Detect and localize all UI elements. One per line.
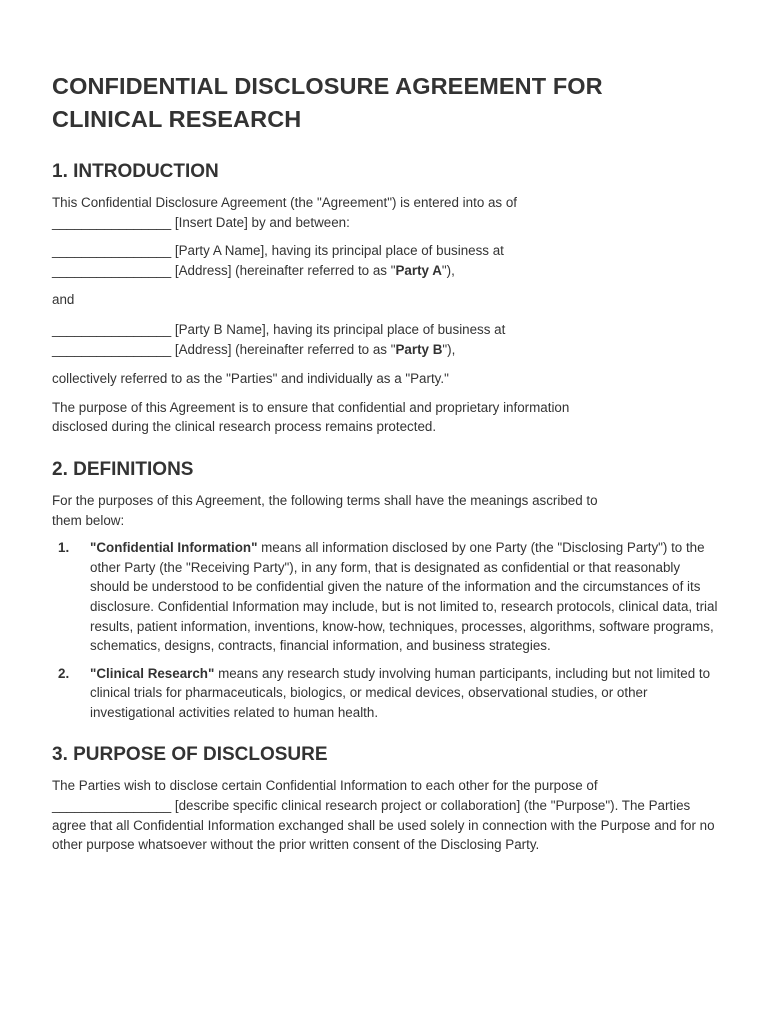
purpose-of-disclosure-paragraph	[52, 776, 718, 854]
project-blank: ________________	[52, 798, 172, 814]
intro-line-2: [Insert Date] by and between:	[171, 214, 350, 230]
party-b-close: "),	[442, 341, 456, 357]
party-b-name-blank: ________________	[52, 321, 172, 337]
definition-number: 2.	[58, 665, 70, 681]
party-b-line-1: [Party B Name], having its principal place of business at	[171, 321, 506, 337]
definition-term: "Confidential Information"	[90, 540, 258, 556]
party-a-paragraph	[52, 241, 718, 280]
purpose-paragraph	[52, 398, 718, 437]
title-line-1: CONFIDENTIAL DISCLOSURE AGREEMENT FOR	[52, 73, 603, 99]
purpose-line-2: disclosed during the clinical research process remains protected.	[52, 419, 437, 435]
definition-item	[52, 664, 718, 723]
section-heading-introduction: 1. INTRODUCTION	[52, 161, 219, 182]
section-heading-definitions: 2. DEFINITIONS	[52, 458, 194, 480]
definition-number: 1.	[58, 540, 70, 556]
definition-text	[90, 664, 718, 723]
purpose-line-1: The purpose of this Agreement is to ensure that confidential and proprietary information	[52, 399, 570, 415]
purpose-disclosure-rest: The Parties agree that all Confidential Information exchanged shall be used solely in connection with the Purpose and for no other purpose whatsoever without the prior written consent of the Disclosing Party.	[52, 798, 715, 853]
party-b-paragraph	[52, 320, 718, 359]
party-a-defined-term: Party A	[395, 262, 442, 278]
purpose-disclosure-line-2: [describe specific clinical research project or collaboration] (the "Purpose").	[171, 798, 619, 814]
definitions-intro	[52, 491, 718, 530]
document-title	[52, 70, 718, 136]
definition-body: means all information disclosed by one Party (the "Disclosing Party") to the other Party (the "Receiving Party"), in any form, that is designated as confidential or that reasonably should be understood to be confidential given the nature of the information and the circumstances of its disclosure. Confidential Information may include, but is not limited to, research protocols, clinical data, trial results, patient information, inventions, know-how, techniques, processes, algorithms, software programs, schematics, designs, contracts, financial information, and business strategies.	[90, 540, 718, 654]
purpose-disclosure-line-1: The Parties wish to disclose certain Confidential Information to each other for the purpose of	[52, 778, 598, 794]
intro-paragraph	[52, 193, 718, 232]
party-a-address-blank: ________________	[52, 262, 172, 278]
section-heading-purpose-of-disclosure: 3. PURPOSE OF DISCLOSURE	[52, 744, 328, 766]
party-a-close: "),	[441, 262, 455, 278]
and-connector: and	[52, 292, 75, 308]
definitions-intro-line-2: them below:	[52, 512, 125, 528]
party-b-line-2: [Address] (hereinafter referred to as "	[171, 341, 396, 357]
title-line-2: CLINICAL RESEARCH	[52, 106, 302, 132]
party-b-defined-term: Party B	[395, 341, 443, 357]
definition-item	[52, 538, 718, 656]
party-a-line-2: [Address] (hereinafter referred to as "	[171, 262, 396, 278]
definition-text	[90, 538, 718, 656]
party-a-line-1: [Party A Name], having its principal place of business at	[171, 243, 504, 259]
intro-line-1: This Confidential Disclosure Agreement (the "Agreement") is entered into as of	[52, 195, 518, 210]
definitions-list	[52, 538, 718, 722]
collective-paragraph: collectively referred to as the "Parties" and individually as a "Party."	[52, 371, 449, 387]
definitions-intro-line-1: For the purposes of this Agreement, the following terms shall have the meanings ascribed to	[52, 492, 598, 508]
definition-body: means any research study involving human participants, including but not limited to clinical trials for pharmaceuticals, biologics, or medical devices, observational studies, or other investigational activities related to human health.	[90, 665, 711, 720]
definition-term: "Clinical Research"	[90, 665, 215, 681]
party-a-name-blank: ________________	[52, 243, 172, 259]
party-b-address-blank: ________________	[52, 341, 172, 357]
date-blank: ________________	[52, 214, 172, 230]
